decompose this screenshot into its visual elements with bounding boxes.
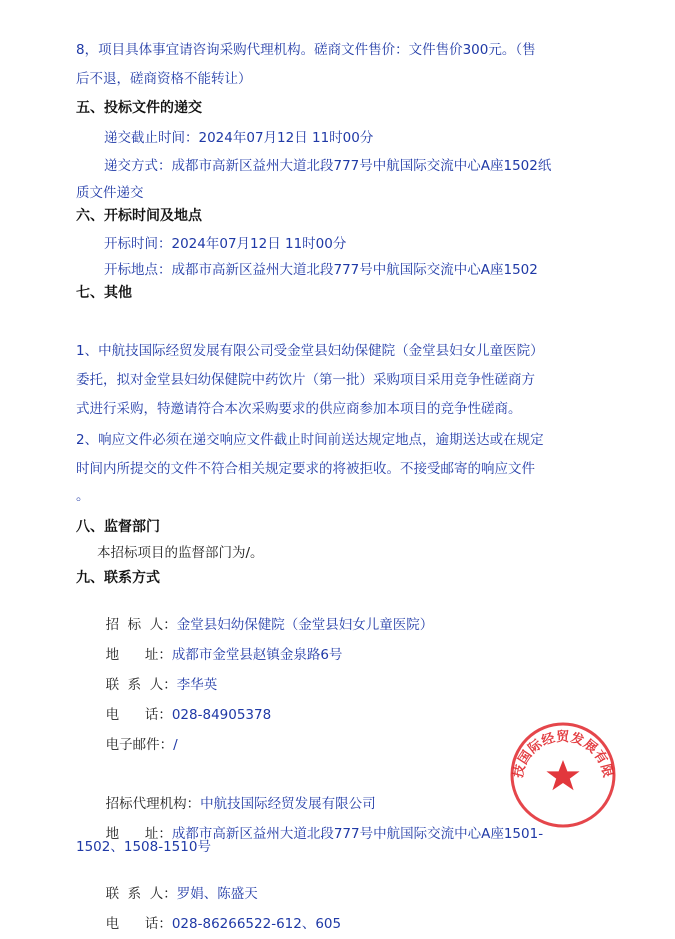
company-seal bbox=[508, 720, 618, 830]
method-value-cont: 质文件递交 bbox=[76, 185, 144, 201]
star-icon bbox=[546, 760, 579, 790]
item-8-line-1: 8，项目具体事宜请咨询采购代理机构。磋商文件售价：文件售价300元。（售 bbox=[76, 42, 536, 58]
deadline-row bbox=[104, 126, 373, 146]
section-5-heading: 五、投标文件的递交 bbox=[76, 100, 202, 116]
buyer-email-label: 电子邮件： bbox=[105, 737, 174, 753]
open-time-label: 开标时间： bbox=[104, 236, 172, 252]
deadline-value: 2024年07月12日 11时00分 bbox=[198, 130, 374, 146]
deadline-label: 递交截止时间： bbox=[104, 130, 199, 146]
seal-graphic bbox=[508, 720, 618, 830]
open-time-value: 2024年07月12日 11时00分 bbox=[171, 236, 347, 252]
agent-label: 招标代理机构： bbox=[105, 796, 201, 812]
other-p2-line-1: 2、响应文件必须在递交响应文件截止时间前送达规定地点，逾期送达或在规定 bbox=[76, 432, 544, 448]
open-time-row bbox=[104, 232, 346, 252]
buyer-phone-label: 电 话： bbox=[105, 707, 172, 723]
section-6-heading: 六、开标时间及地点 bbox=[76, 208, 202, 224]
agent-phone-value: 028-86266522-612、605 bbox=[171, 916, 342, 932]
other-p2-line-2: 时间内所提交的文件不符合相关规定要求的将被拒收。不接受邮寄的响应文件 bbox=[76, 461, 535, 477]
other-p1-line-2: 委托，拟对金堂县妇幼保健院中药饮片（第一批）采购项目采用竞争性磋商方 bbox=[76, 372, 535, 388]
buyer-phone-value: 028-84905378 bbox=[171, 707, 272, 723]
other-p1-line-3: 式进行采购，特邀请符合本次采购要求的供应商参加本项目的竞争性磋商。 bbox=[76, 401, 522, 417]
agent-contact-label: 联 系 人： bbox=[105, 886, 177, 902]
agent-address-label: 地 址： bbox=[105, 826, 172, 842]
agent-value: 中航技国际经贸发展有限公司 bbox=[200, 796, 376, 812]
buyer-contact-value: 李华英 bbox=[176, 677, 218, 693]
open-place-row bbox=[104, 258, 538, 278]
other-p1-line-1: 1、中航技国际经贸发展有限公司受金堂县妇幼保健院（金堂县妇女儿童医院） bbox=[76, 343, 544, 359]
agent-phone-label: 电 话： bbox=[105, 916, 172, 932]
item-8-line-2: 后不退，磋商资格不能转让） bbox=[76, 71, 252, 87]
buyer-address-value: 成都市金堂县赵镇金泉路6号 bbox=[171, 647, 343, 663]
section-7-heading: 七、其他 bbox=[76, 285, 132, 301]
buyer-label: 招 标 人： bbox=[105, 617, 177, 633]
agent-contact-value: 罗娟、陈盛天 bbox=[176, 886, 258, 902]
seal-text: 技国际经贸发展有限 bbox=[510, 730, 616, 780]
buyer-email-row bbox=[97, 717, 178, 753]
open-place-label: 开标地点： bbox=[104, 262, 172, 278]
agent-address-cont: 1502、1508-1510号 bbox=[76, 839, 211, 855]
method-label: 递交方式： bbox=[104, 158, 172, 174]
buyer-contact-label: 联 系 人： bbox=[105, 677, 177, 693]
agent-phone-row bbox=[97, 896, 341, 932]
section-9-heading: 九、联系方式 bbox=[76, 570, 160, 586]
buyer-email-value: / bbox=[173, 737, 178, 753]
method-row bbox=[104, 154, 551, 174]
buyer-address-label: 地 址： bbox=[105, 647, 172, 663]
section-8-heading: 八、监督部门 bbox=[76, 519, 160, 535]
agent-address-value: 成都市高新区益州大道北段777号中航国际交流中心A座1501- bbox=[171, 826, 544, 842]
open-place-value: 成都市高新区益州大道北段777号中航国际交流中心A座1502 bbox=[171, 262, 538, 278]
method-value: 成都市高新区益州大道北段777号中航国际交流中心A座1502纸 bbox=[171, 158, 552, 174]
buyer-value: 金堂县妇幼保健院（金堂县妇女儿童医院） bbox=[176, 617, 434, 633]
other-p2-line-3: 。 bbox=[76, 488, 90, 504]
supervision-text: 本招标项目的监督部门为/。 bbox=[97, 545, 264, 561]
